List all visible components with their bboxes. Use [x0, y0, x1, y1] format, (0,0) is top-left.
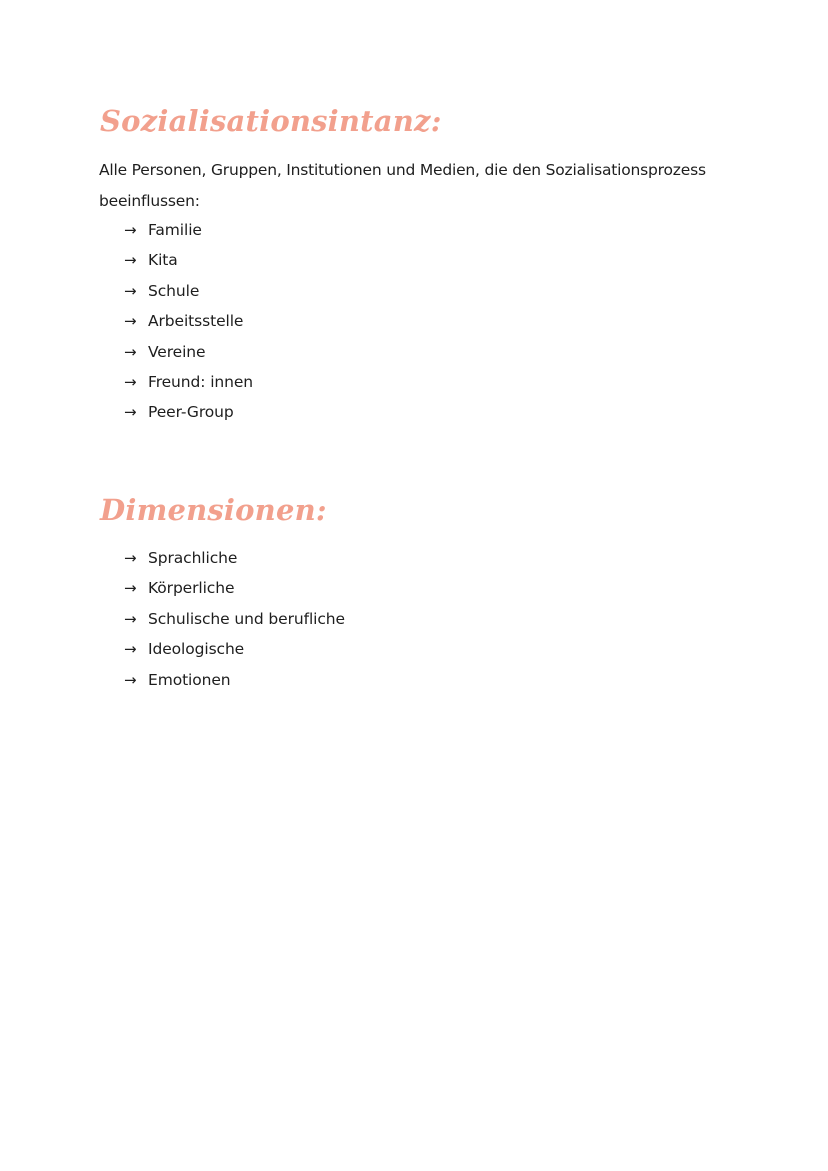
- arrow-icon: →: [124, 403, 137, 422]
- arrow-icon: →: [124, 640, 137, 659]
- list-item-label: Körperliche: [148, 579, 235, 598]
- definition-paragraph: Alle Personen, Gruppen, Institutionen und Medien, die den Sozialisationsprozess beeinflussen:: [99, 161, 706, 210]
- arrow-icon: →: [124, 670, 137, 689]
- arrow-icon: →: [124, 281, 137, 300]
- list-item: [124, 337, 253, 367]
- list-item: [124, 634, 345, 664]
- list-item-label: Familie: [148, 221, 202, 239]
- arrow-icon: →: [124, 372, 137, 391]
- list-item-label: Freund: innen: [148, 372, 254, 391]
- arrow-icon: →: [124, 609, 137, 628]
- section-heading-dimensionen: Dimensionen:: [100, 493, 327, 527]
- arrow-icon: →: [124, 221, 137, 239]
- list-item: [124, 276, 253, 306]
- list-item-label: Schulische und berufliche: [148, 609, 345, 628]
- list-item: [124, 367, 253, 397]
- arrow-icon: →: [124, 251, 137, 270]
- dimensionen-list: [124, 543, 345, 695]
- list-item-label: Kita: [148, 251, 178, 270]
- list-item-label: Schule: [148, 281, 200, 300]
- instanz-list: [124, 215, 253, 428]
- section-heading-sozialisationsinstanz: Sozialisationsintanz:: [100, 104, 442, 138]
- list-item-label: Vereine: [148, 342, 206, 361]
- list-item-label: Emotionen: [148, 670, 231, 689]
- arrow-icon: →: [124, 312, 137, 331]
- list-item: [124, 573, 345, 603]
- list-item: [124, 604, 345, 634]
- list-item: [124, 397, 253, 427]
- list-item: [124, 245, 253, 275]
- arrow-icon: →: [124, 549, 137, 567]
- list-item: [124, 543, 345, 573]
- arrow-icon: →: [124, 342, 137, 361]
- list-item: [124, 306, 253, 336]
- list-item: [124, 215, 253, 245]
- list-item-label: Peer-Group: [148, 403, 234, 422]
- arrow-icon: →: [124, 579, 137, 598]
- list-item-label: Arbeitsstelle: [148, 312, 244, 331]
- list-item-label: Sprachliche: [148, 549, 238, 567]
- list-item: [124, 665, 345, 695]
- list-item-label: Ideologische: [148, 640, 245, 659]
